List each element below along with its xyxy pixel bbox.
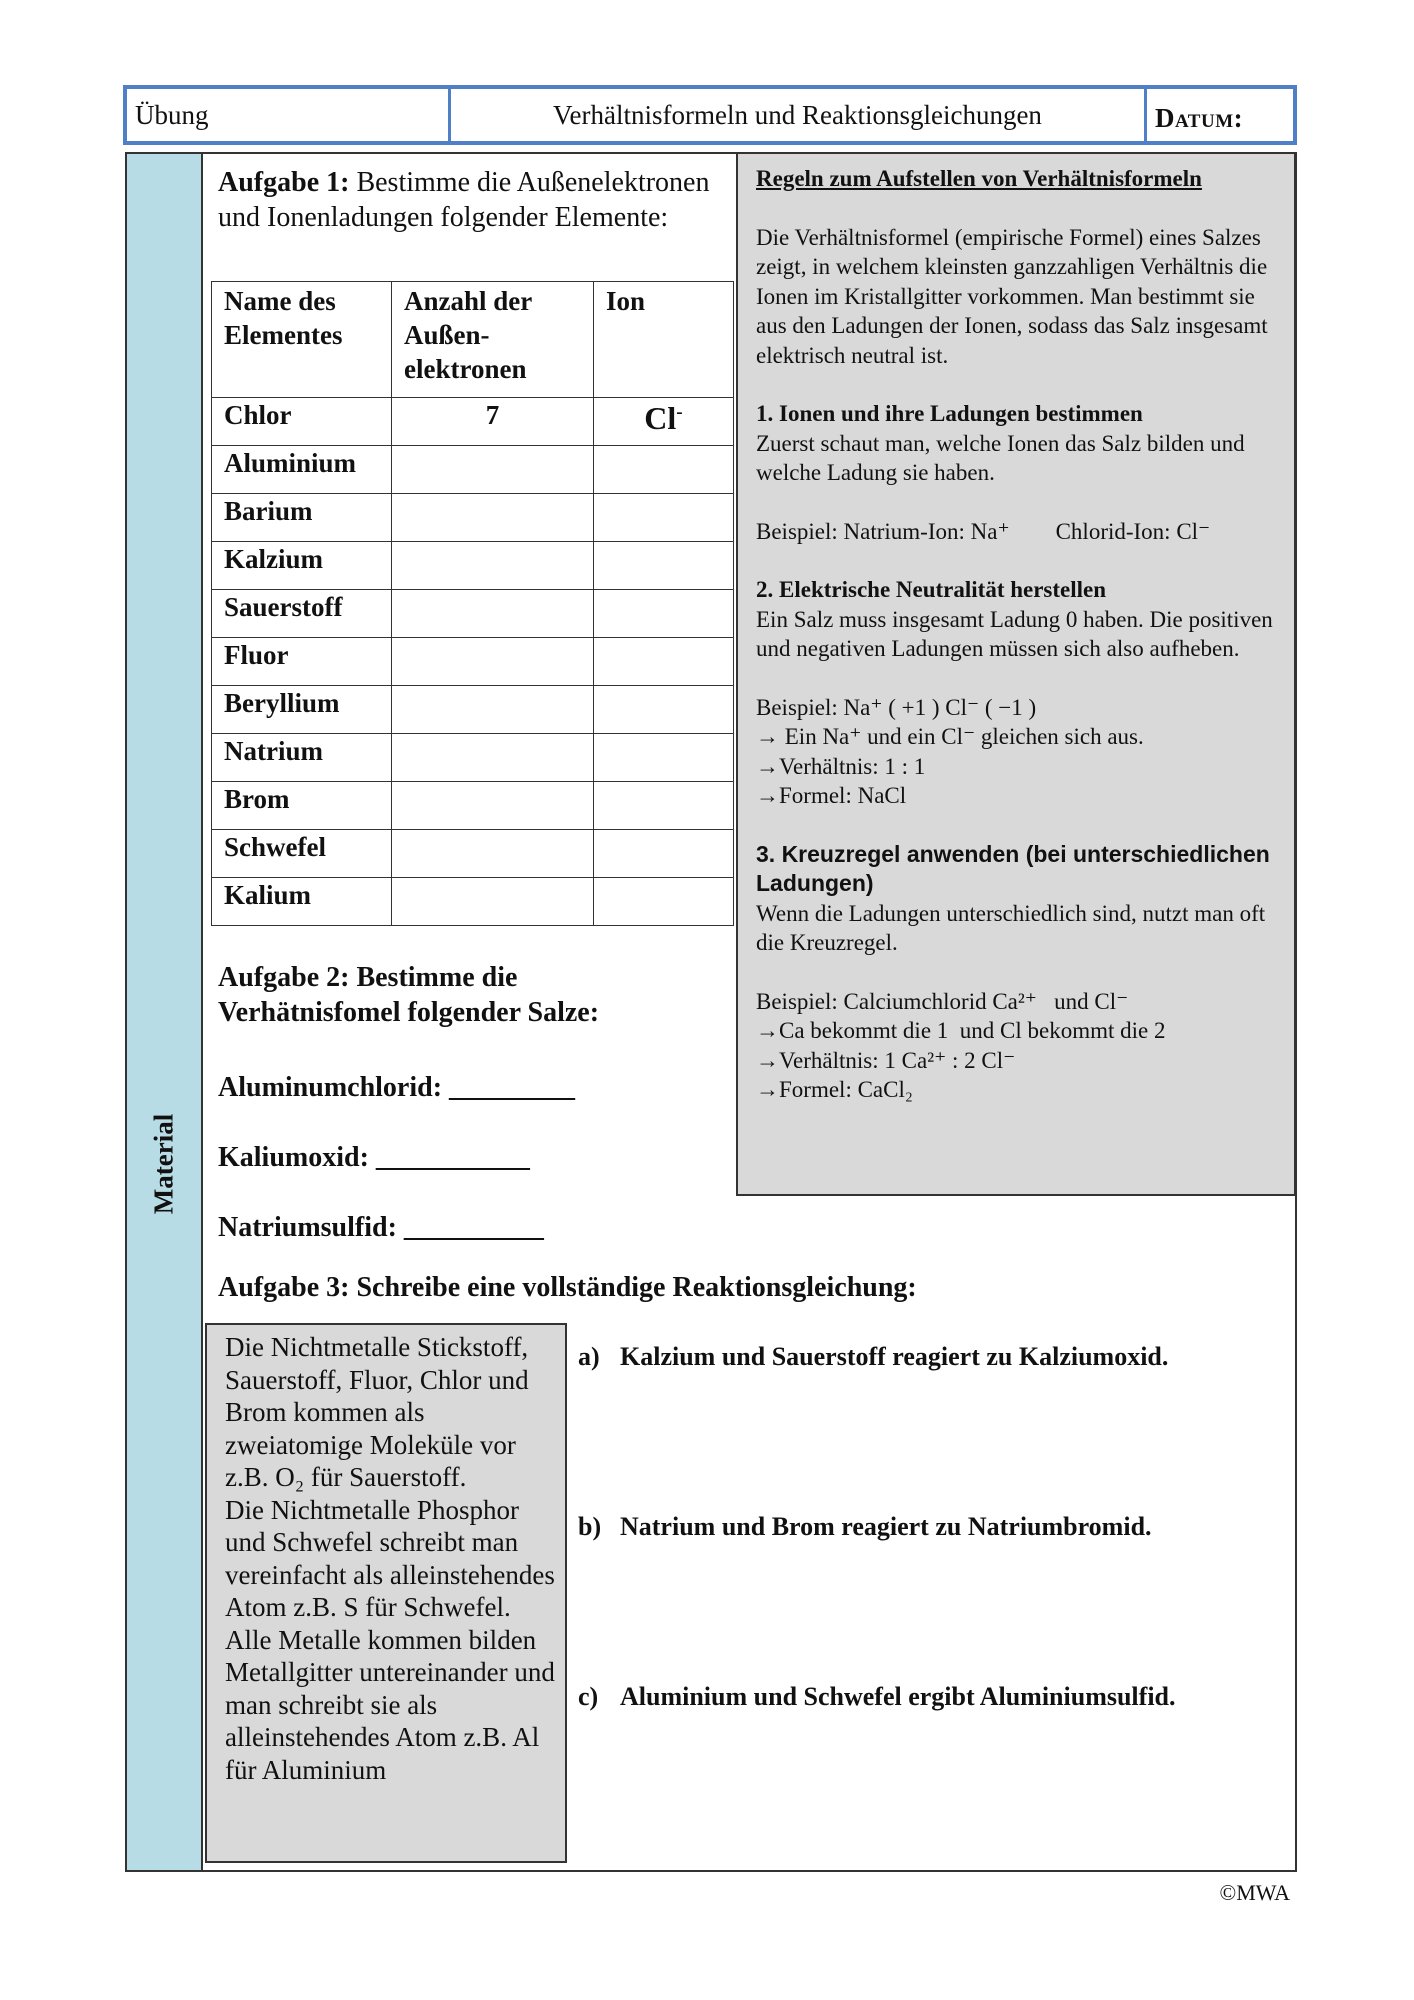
reaction-task-a xyxy=(578,1342,1168,1372)
ion-field[interactable] xyxy=(594,542,734,590)
table-row xyxy=(212,782,734,830)
reaction-task-b xyxy=(578,1512,1152,1542)
elements-table xyxy=(211,281,734,926)
electron-count-field[interactable] xyxy=(392,542,594,590)
task-text-c: Aluminium und Schwefel ergibt Aluminiumsulfid. xyxy=(620,1682,1176,1711)
ion-charge: - xyxy=(676,401,683,423)
nonmetal-info-box xyxy=(205,1323,567,1863)
rules-intro: Die Verhältnisformel (empirische Formel) eines Salzes zeigt, in welchem kleinsten ganzzahligen Verhältnis die Ionen im Kristallgitter vorkommen. Man bestimmt sie aus den Ladungen der Ionen, sodass das Salz insgesamt elektrisch neutral ist. xyxy=(756,224,1268,368)
rules-step2-text: Ein Salz muss insgesamt Ladung 0 haben. Die positiven und negativen Ladungen müssen sich also aufheben. xyxy=(756,606,1273,661)
rules-step3-example-4: →Formel: CaCl₂ xyxy=(756,1077,913,1102)
element-name: Beryllium xyxy=(212,686,392,734)
table-row xyxy=(212,494,734,542)
table-row xyxy=(212,590,734,638)
header-date-label: Datum: xyxy=(1155,102,1244,133)
material-sidebar xyxy=(125,152,203,1872)
rules-step3-example-3: →Verhältnis: 1 Ca²⁺ : 2 Cl⁻ xyxy=(756,1047,1016,1073)
ion-field[interactable] xyxy=(594,734,734,782)
electron-count-field[interactable] xyxy=(392,878,594,926)
rules-step1-title: 1. Ionen und ihre Ladungen bestimmen xyxy=(756,401,1143,426)
ion-field[interactable] xyxy=(594,686,734,734)
element-name: Kalzium xyxy=(212,542,392,590)
element-name: Kalium xyxy=(212,878,392,926)
rules-step1-example: Beispiel: Natrium-Ion: Na⁺ Chlorid-Ion: Cl⁻ xyxy=(756,518,1211,544)
task-label-a: a) xyxy=(578,1342,600,1371)
worksheet-header xyxy=(123,85,1297,145)
electron-count-field[interactable] xyxy=(392,830,594,878)
table-row xyxy=(212,878,734,926)
electron-count-field[interactable] xyxy=(392,446,594,494)
electron-count-field[interactable] xyxy=(392,590,594,638)
salt-item-1: Aluminumchlorid: _________ xyxy=(218,1072,576,1103)
element-name: Brom xyxy=(212,782,392,830)
reaction-task-c xyxy=(578,1682,1176,1712)
task-text-a: Kalzium und Sauerstoff reagiert zu Kalziumoxid. xyxy=(620,1342,1169,1371)
rules-step3-example-2: →Ca bekommt die 1 und Cl bekommt die 2 xyxy=(756,1018,1166,1043)
table-row xyxy=(212,638,734,686)
salt-item-3: Natriumsulfid: __________ xyxy=(218,1212,544,1243)
ion-field[interactable] xyxy=(594,782,734,830)
rules-step3-example-1: Beispiel: Calciumchlorid Ca²⁺ und Cl⁻ xyxy=(756,988,1129,1014)
rules-step2-example-4: →Formel: NaCl xyxy=(756,783,907,808)
ion-field[interactable] xyxy=(594,638,734,686)
task-text-b: Natrium und Brom reagiert zu Natriumbromid. xyxy=(620,1512,1152,1541)
ion-field[interactable] xyxy=(594,830,734,878)
task1-title: Aufgabe 1: xyxy=(218,167,350,198)
element-name: Fluor xyxy=(212,638,392,686)
rules-heading: Regeln zum Aufstellen von Verhältnisformeln xyxy=(756,166,1202,191)
electron-count-field[interactable] xyxy=(392,734,594,782)
column-header-name: Name des Elementes xyxy=(212,282,392,398)
column-header-ion: Ion xyxy=(594,282,734,398)
rules-step2-title: 2. Elektrische Neutralität herstellen xyxy=(756,577,1107,602)
sidebar-label: Material xyxy=(148,1113,179,1215)
task2-heading: Aufgabe 2: Bestimme die Verhätnisfomel folgender Salze: xyxy=(218,962,600,1028)
salt-item-2: Kaliumoxid: ___________ xyxy=(218,1142,530,1173)
table-row xyxy=(212,446,734,494)
task3-heading: Aufgabe 3: Schreibe eine vollständige Reaktionsgleichung: xyxy=(218,1272,917,1303)
electron-count-field[interactable] xyxy=(392,494,594,542)
header-title: Verhältnisformeln und Reaktionsgleichungen xyxy=(451,89,1147,141)
electron-count-field[interactable] xyxy=(392,782,594,830)
ion-symbol: Cl xyxy=(644,400,677,436)
table-row xyxy=(212,542,734,590)
table-row xyxy=(212,398,734,446)
element-name: Chlor xyxy=(212,398,392,446)
ion-field[interactable] xyxy=(594,590,734,638)
rules-step1-text: Zuerst schaut man, welche Ionen das Salz bilden und welche Ladung sie haben. xyxy=(756,430,1245,485)
task1-heading xyxy=(218,165,738,235)
info-text: Die Nichtmetalle Stickstoff, Sauerstoff, Fluor, Chlor und Brom kommen als zweiatomige Moleküle vor z.B. O₂ für Sauerstoff. Die Nichtmetalle Phosphor und Schwefel schreibt man vereinfacht als alleinstehendes Atom z.B. S für Schwefel. Alle Metalle kommen bilden Metallgitter untereinander und man schreibt sie als alleinstehendes Atom z.B. Al für Aluminium xyxy=(225,1332,555,1785)
element-name: Barium xyxy=(212,494,392,542)
electron-count-field[interactable]: 7 xyxy=(392,398,594,446)
task1-text: Bestimme die Außenelektronen und Ionenladungen folgender Elemente: xyxy=(218,167,710,233)
rules-box xyxy=(736,152,1296,1196)
ion-field[interactable] xyxy=(594,446,734,494)
header-type: Übung xyxy=(127,89,451,141)
ion-field[interactable] xyxy=(594,398,734,446)
task-label-b: b) xyxy=(578,1512,602,1541)
ion-field[interactable] xyxy=(594,878,734,926)
table-row xyxy=(212,734,734,782)
element-name: Natrium xyxy=(212,734,392,782)
table-row xyxy=(212,830,734,878)
element-name: Aluminium xyxy=(212,446,392,494)
electron-count-field[interactable] xyxy=(392,638,594,686)
rules-step3-title: 3. Kreuzregel anwenden (bei unterschiedlichen Ladungen) xyxy=(756,840,1270,896)
element-name: Schwefel xyxy=(212,830,392,878)
column-header-electrons: Anzahl der Außen-elektronen xyxy=(392,282,594,398)
rules-step2-example-3: →Verhältnis: 1 : 1 xyxy=(756,753,926,779)
element-name: Sauerstoff xyxy=(212,590,392,638)
rules-step2-example-1: Beispiel: Na⁺ ( +1 ) Cl⁻ ( −1 ) xyxy=(756,694,1037,720)
rules-step3-text: Wenn die Ladungen unterschiedlich sind, nutzt man oft die Kreuzregel. xyxy=(756,900,1266,955)
copyright: ©MWA xyxy=(1219,1880,1290,1905)
electron-count-field[interactable] xyxy=(392,686,594,734)
task-label-c: c) xyxy=(578,1682,599,1711)
table-row xyxy=(212,686,734,734)
rules-step2-example-2: → Ein Na⁺ und ein Cl⁻ gleichen sich aus. xyxy=(756,724,1144,749)
ion-field[interactable] xyxy=(594,494,734,542)
